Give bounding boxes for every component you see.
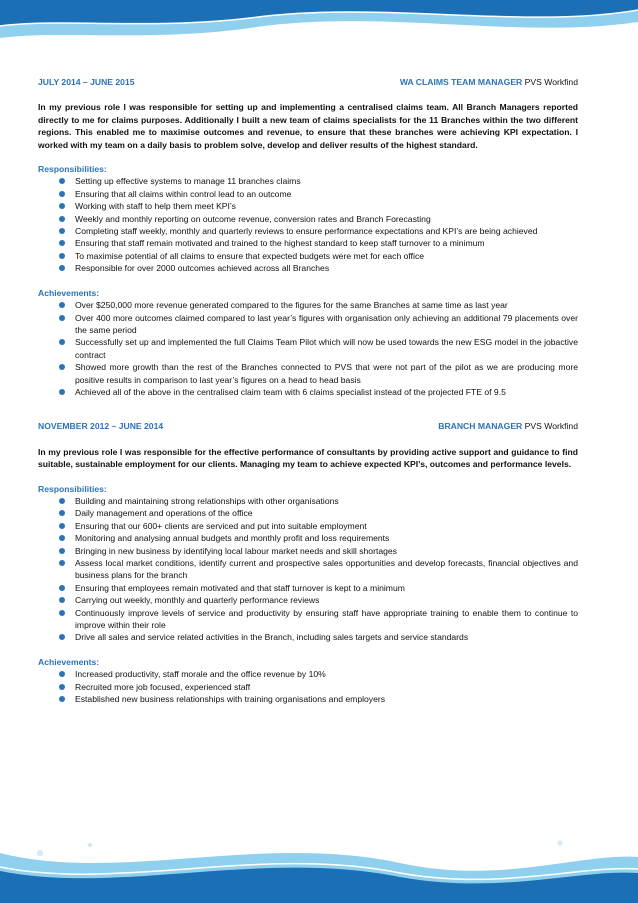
list-item-text: Ensuring that employees remain motivated and that staff turnover is kept to a minimum <box>75 582 405 593</box>
job-title: WA CLAIMS TEAM MANAGER <box>399 77 523 87</box>
list-item-text: Carrying out weekly, monthly and quarterly performance reviews <box>75 595 320 606</box>
bullet-icon <box>59 671 65 677</box>
bullet-icon <box>59 535 65 541</box>
list-item <box>75 631 578 643</box>
list-item-text: Successfully set up and implemented the full Claims Team Pilot which will now be used towards the new ESG model in the jobactive contract <box>75 337 578 360</box>
list-item <box>75 507 578 519</box>
job-intro: In my previous role I was responsible for setting up and implementing a centralised claims team. All Branch Managers reported directly to me for claims purposes. Additionally I built a new team of claims specialists for the 11 Branches within the two different regions. This enabled me to maximise outcomes and revenue, to ensure that these branches were achieving KPI expectation. I worked with my team on a daily basis to problem solve, develop and deliver results of the highest standard. <box>38 102 578 150</box>
section-spacer <box>38 410 578 420</box>
resume-body <box>38 76 578 717</box>
list-item-text: Weekly and monthly reporting on outcome revenue, conversion rates and Branch Forecasting <box>75 213 431 224</box>
list-item <box>75 200 578 212</box>
bullet-icon <box>59 585 65 591</box>
responsibilities-label: Responsibilities: <box>38 483 107 494</box>
list-item-text: Daily management and operations of the office <box>75 508 253 519</box>
bullet-icon <box>59 191 65 197</box>
list-item <box>75 582 578 594</box>
bullet-icon <box>59 597 65 603</box>
list-item <box>75 681 578 693</box>
job-section-2 <box>38 420 578 705</box>
bullet-icon <box>59 560 65 566</box>
list-item-text: Achieved all of the above in the centralised claim team with 6 claims specialist instead of the projected FTE of 9.5 <box>75 386 506 397</box>
list-item-text: Setting up effective systems to manage 11 branches claims <box>75 176 301 187</box>
list-item-text: Ensuring that staff remain motivated and trained to the highest standard to keep staff turnover to a minimum <box>75 238 485 249</box>
bullet-icon <box>59 548 65 554</box>
list-item-text: Completing staff weekly, monthly and quarterly reviews to ensure performance expectations and KPI’s are being achieved <box>75 226 538 237</box>
achievements-label: Achievements: <box>38 656 100 667</box>
bullet-icon <box>59 240 65 246</box>
job-header <box>38 420 578 432</box>
list-item-text: Monitoring and analysing annual budgets and monthly profit and loss requirements <box>75 533 390 544</box>
bullet-icon <box>59 265 65 271</box>
job-section-1 <box>38 76 578 398</box>
list-item <box>75 237 578 249</box>
bullet-icon <box>59 302 65 308</box>
list-item <box>75 336 578 361</box>
bullet-icon <box>59 339 65 345</box>
bullet-icon <box>59 510 65 516</box>
list-item <box>75 175 578 187</box>
top-wave-decoration <box>0 0 638 60</box>
achievements-label: Achievements: <box>38 287 100 298</box>
job-header <box>38 76 578 88</box>
achievements-list <box>38 668 578 705</box>
list-item <box>75 557 578 582</box>
bullet-icon <box>59 203 65 209</box>
job-dates: JULY 2014 – JUNE 2015 <box>38 77 135 87</box>
job-title-line <box>438 420 578 432</box>
list-item <box>75 693 578 705</box>
list-item-text: Assess local market conditions, identify current and prospective sales opportunities and develop forecasts, financial objectives and business plans for the branch <box>75 558 578 581</box>
bullet-icon <box>59 696 65 702</box>
bullet-icon <box>59 523 65 529</box>
list-item <box>75 262 578 274</box>
list-item <box>75 188 578 200</box>
list-item-text: Established new business relationships with training organisations and employers <box>75 694 386 705</box>
list-item <box>75 299 578 311</box>
list-item-text: To maximise potential of all claims to ensure that expected budgets were met for each office <box>75 250 425 261</box>
list-item <box>75 668 578 680</box>
bullet-icon <box>59 610 65 616</box>
list-item-text: Increased productivity, staff morale and the office revenue by 10% <box>75 669 326 680</box>
list-item <box>75 213 578 225</box>
list-item-text: Building and maintaining strong relationships with other organisations <box>75 495 339 506</box>
responsibilities-list <box>38 495 578 644</box>
list-item-text: Recruited more job focused, experienced staff <box>75 681 251 692</box>
job-title-line <box>400 76 578 88</box>
list-item <box>75 250 578 262</box>
list-item <box>75 594 578 606</box>
list-item <box>75 312 578 337</box>
company-name: PVS Workfind <box>524 421 578 432</box>
bullet-icon <box>59 389 65 395</box>
bullet-icon <box>59 253 65 259</box>
list-item-text: Over 400 more outcomes claimed compared to last year’s figures with organisation only achieving an additional 79 placements over the same period <box>75 312 578 335</box>
list-item <box>75 495 578 507</box>
list-item <box>75 386 578 398</box>
bullet-icon <box>59 178 65 184</box>
responsibilities-label: Responsibilities: <box>38 164 107 175</box>
list-item <box>75 607 578 632</box>
list-item <box>75 545 578 557</box>
bullet-icon <box>59 634 65 640</box>
list-item <box>75 361 578 386</box>
achievements-list <box>38 299 578 398</box>
list-item <box>75 225 578 237</box>
list-item <box>75 532 578 544</box>
list-item-text: Showed more growth than the rest of the Branches connected to PVS that were not part of the pilot as we are producing more positive results in comparison to last year’s figures on a head to head basis <box>75 362 578 385</box>
bullet-icon <box>59 684 65 690</box>
bullet-icon <box>59 228 65 234</box>
list-item <box>75 520 578 532</box>
list-item-text: Drive all sales and service related activities in the Branch, including sales targets and service standards <box>75 632 469 643</box>
list-item-text: Ensuring that our 600+ clients are serviced and put into suitable employment <box>75 520 367 531</box>
bullet-icon <box>59 216 65 222</box>
list-item-text: Continuously improve levels of service and productivity by ensuring staff have appropriate training to enable them to continue to improve within their role <box>75 607 578 631</box>
list-item-text: Over $250,000 more revenue generated compared to the figures for the same Branches at same time as last year <box>75 300 508 311</box>
bullet-icon <box>59 364 65 370</box>
job-dates: NOVEMBER 2012 – JUNE 2014 <box>38 421 164 432</box>
job-intro: In my previous role I was responsible for the effective performance of consultants by providing active support and guidance to find suitable, sustainable employment for our clients. Managing my team to achieve expected KPI’s, outcomes and performance levels. <box>38 446 578 470</box>
responsibilities-list <box>38 175 578 274</box>
bullet-icon <box>59 315 65 321</box>
bullet-icon <box>59 498 65 504</box>
list-item-text: Bringing in new business by identifying local labour market needs and skill shortages <box>75 545 397 556</box>
job-title: BRANCH MANAGER <box>438 421 523 432</box>
list-item-text: Ensuring that all claims within control lead to an outcome <box>75 188 292 199</box>
list-item-text: Working with staff to help them meet KPI’s <box>75 201 236 212</box>
company-name: PVS Workfind <box>524 77 578 87</box>
bottom-wave-decoration <box>0 823 638 903</box>
list-item-text: Responsible for over 2000 outcomes achieved across all Branches <box>75 263 330 274</box>
